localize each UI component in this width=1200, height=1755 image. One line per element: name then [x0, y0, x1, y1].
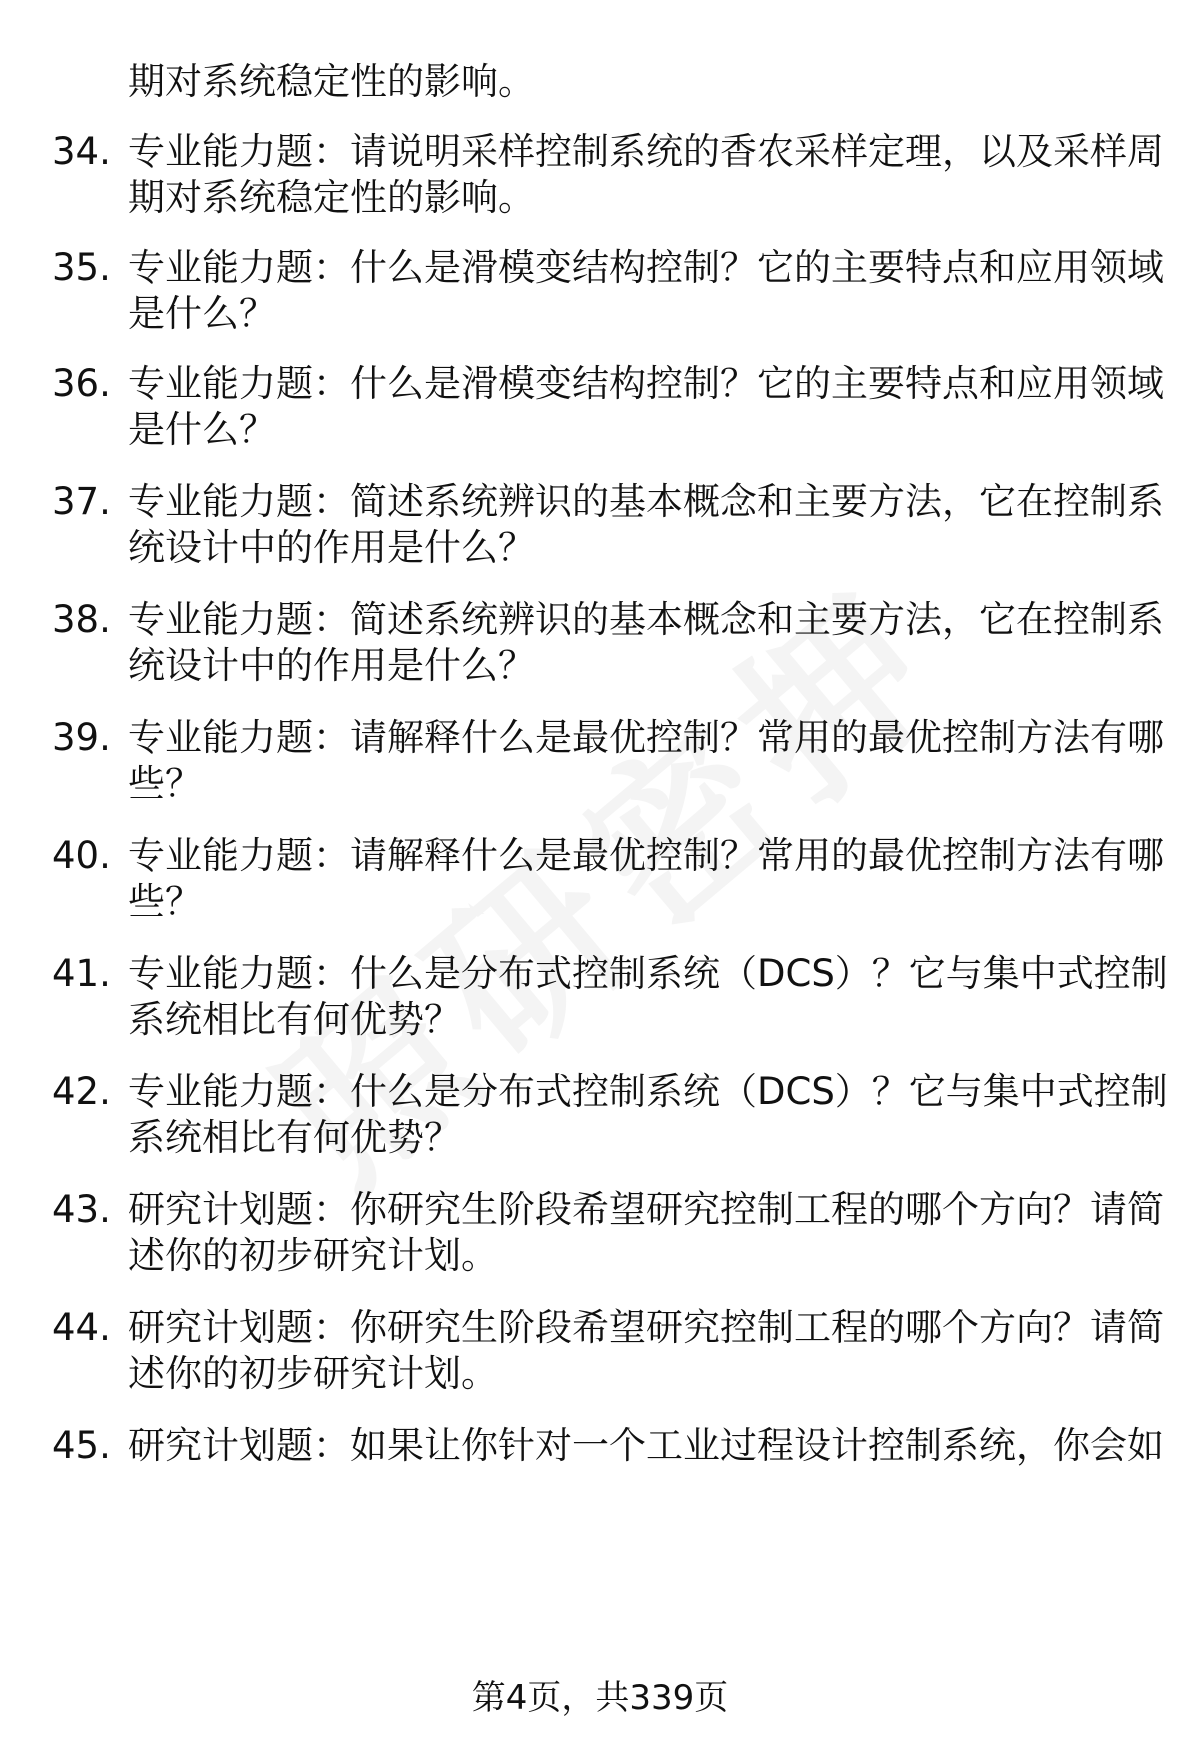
- question-number: 40.: [52, 834, 111, 877]
- question-line: 研究计划题：如果让你针对一个工业过程设计控制系统，你会如: [128, 1424, 1164, 1467]
- question-line: 专业能力题：请解释什么是最优控制？常用的最优控制方法有哪: [128, 834, 1164, 877]
- question-number: 45.: [52, 1424, 111, 1467]
- question-line: 些？: [128, 880, 202, 923]
- page-footer: 第4页，共339页: [471, 1678, 729, 1718]
- question-line: 专业能力题：简述系统辨识的基本概念和主要方法，它在控制系: [128, 598, 1164, 641]
- question-number: 36.: [52, 362, 111, 405]
- question-number: 35.: [52, 246, 111, 289]
- question-line: 统设计中的作用是什么？: [128, 526, 535, 569]
- question-number: 39.: [52, 716, 111, 759]
- question-line: 期对系统稳定性的影响。: [128, 176, 535, 219]
- question-number: 44.: [52, 1306, 111, 1349]
- question-line: 是什么？: [128, 292, 276, 335]
- question-number: 42.: [52, 1070, 111, 1113]
- question-number: 41.: [52, 952, 111, 995]
- question-line: 些？: [128, 762, 202, 805]
- question-line: 述你的初步研究计划。: [128, 1234, 498, 1277]
- question-line: 统设计中的作用是什么？: [128, 644, 535, 687]
- question-line: 专业能力题：什么是滑模变结构控制？它的主要特点和应用领域: [128, 362, 1164, 405]
- question-line: 专业能力题：请说明采样控制系统的香农采样定理，以及采样周: [128, 130, 1164, 173]
- question-line: 专业能力题：什么是分布式控制系统（DCS）？它与集中式控制: [128, 952, 1168, 995]
- question-line: 专业能力题：请解释什么是最优控制？常用的最优控制方法有哪: [128, 716, 1164, 759]
- question-number: 34.: [52, 130, 111, 173]
- question-number: 37.: [52, 480, 111, 523]
- question-line: 研究计划题：你研究生阶段希望研究控制工程的哪个方向？请简: [128, 1188, 1164, 1231]
- question-line: 系统相比有何优势？: [128, 998, 461, 1041]
- continuation-line: 期对系统稳定性的影响。: [128, 60, 535, 103]
- question-line: 专业能力题：什么是分布式控制系统（DCS）？它与集中式控制: [128, 1070, 1168, 1113]
- question-number: 43.: [52, 1188, 111, 1231]
- question-line: 述你的初步研究计划。: [128, 1352, 498, 1395]
- question-line: 专业能力题：简述系统辨识的基本概念和主要方法，它在控制系: [128, 480, 1164, 523]
- question-line: 是什么？: [128, 408, 276, 451]
- question-line: 研究计划题：你研究生阶段希望研究控制工程的哪个方向？请简: [128, 1306, 1164, 1349]
- question-line: 系统相比有何优势？: [128, 1116, 461, 1159]
- question-number: 38.: [52, 598, 111, 641]
- question-line: 专业能力题：什么是滑模变结构控制？它的主要特点和应用领域: [128, 246, 1164, 289]
